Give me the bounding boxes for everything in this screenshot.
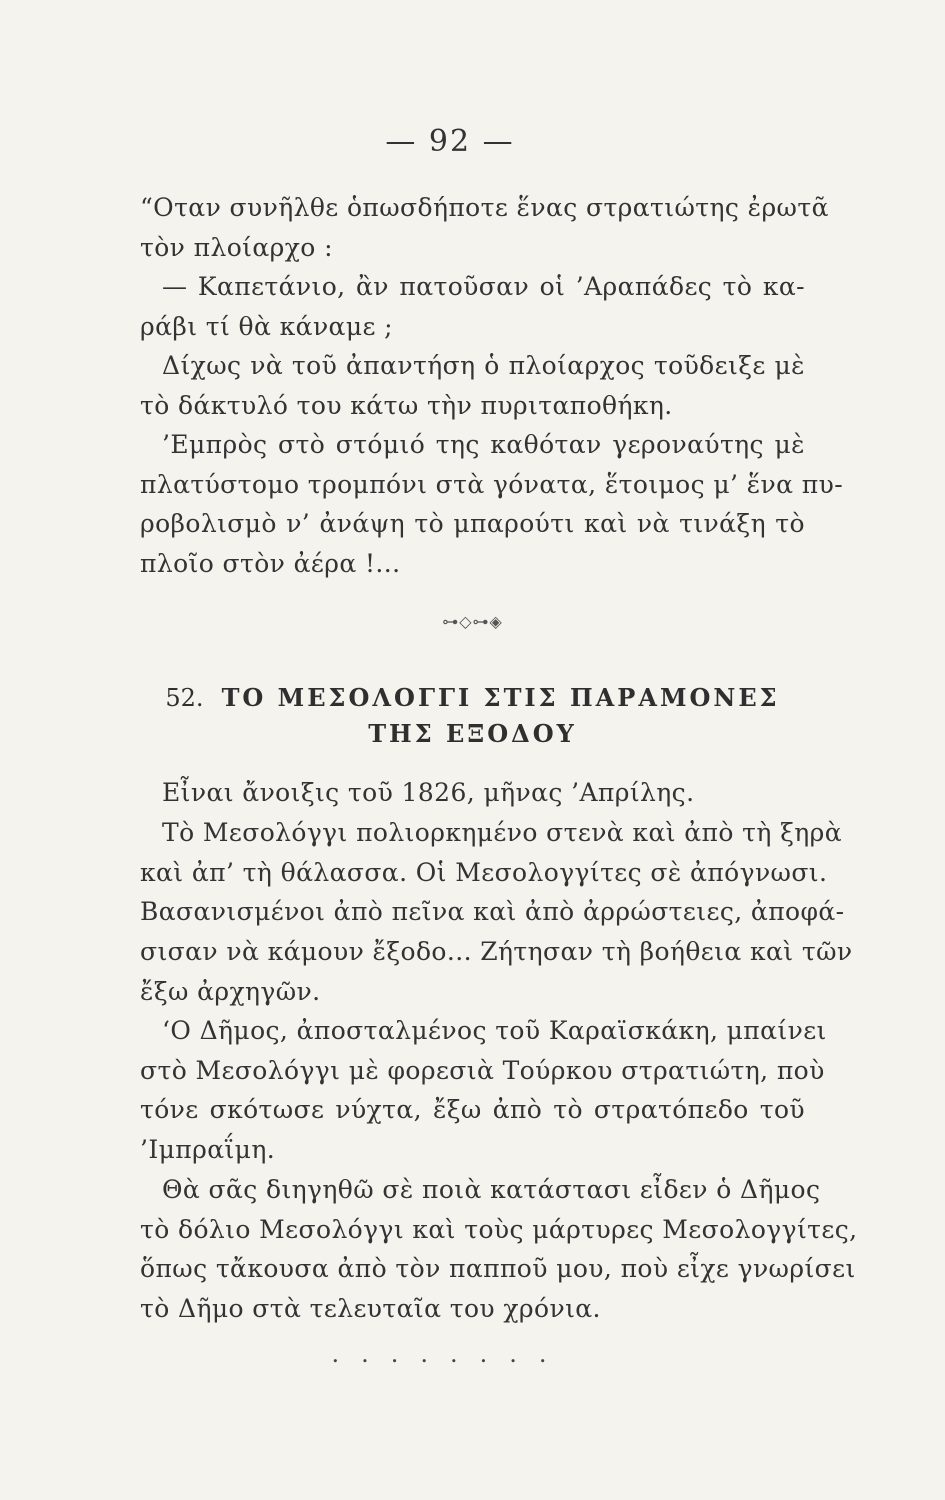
- text-line: τόνε σκότωσε νύχτα, ἔξω ἀπὸ τὸ στρατόπεδο τοῦ: [140, 1095, 805, 1125]
- paragraph-5: [140, 773, 805, 813]
- paragraph-8: [140, 1170, 858, 1329]
- section-number: 52.: [165, 684, 204, 712]
- text-line: Εἶναι ἄνοιξις τοῦ 1826, μῆνας ’Απρίλης.: [162, 778, 695, 807]
- text-line: ’Ιμπραΐμη.: [140, 1135, 276, 1165]
- text-line: “Οταν συνῆλθε ὁπωσδήποτε ἕνας στρατιώτης ἐρωτᾶ: [140, 193, 829, 222]
- text-line: καὶ ἀπ’ τὴ θάλασσα. Οἱ Μεσολογγίτες σὲ ἀπόγνωσι.: [140, 857, 828, 887]
- text-line: Βασανισμένοι ἀπὸ πεῖνα καὶ ἀπὸ ἀρρώστειες, ἀποφά-: [140, 897, 845, 927]
- ellipsis-row: ........: [331, 1340, 569, 1368]
- text-line: ‘Ο Δῆμος, ἀποσταλμένος τοῦ Καραϊσκάκη, μπαίνει: [162, 1016, 827, 1045]
- text-line: ροβολισμὸ ν’ ἀνάψη τὸ μπαρούτι καὶ νὰ τινάξη τὸ: [140, 509, 805, 539]
- text-line: πλατύστομο τρομπόνι στὰ γόνατα, ἕτοιμος μ’ ἕνα πυ-: [140, 469, 844, 499]
- text-line: ὅπως τἄκουσα ἀπὸ τὸν παπποῦ μου, ποὺ εἶχε γνωρίσει: [140, 1254, 856, 1284]
- paragraph-2: [140, 267, 805, 346]
- text-line: πλοῖο στὸν ἀέρα !...: [140, 549, 401, 579]
- text-line: τὸ δάκτυλό του κάτω τὴν πυριταποθήκη.: [140, 390, 673, 420]
- paragraph-3: [140, 346, 805, 425]
- text-line: ’Εμπρὸς στὸ στόμιό της καθόταν γεροναύτης μὲ: [162, 430, 805, 459]
- text-line: — Καπετάνιο, ἂν πατοῦσαν οἱ ’Αραπάδες τὸ κα-: [162, 272, 805, 301]
- text-line: τὸ Δῆμο στὰ τελευταῖα του χρόνια.: [140, 1294, 601, 1324]
- text-line: Θὰ σᾶς διηγηθῶ σὲ ποιὰ κατάστασι εἶδεν ὁ Δῆμος: [162, 1175, 821, 1204]
- ornament-divider: ⊶◇⊶◈: [442, 612, 503, 631]
- text-line: σισαν νὰ κάμουν ἔξοδο... Ζήτησαν τὴ βοήθεια καὶ τῶν: [140, 937, 853, 967]
- text-line: ἔξω ἀρχηγῶν.: [140, 976, 321, 1006]
- text-line: ράβι τί θὰ κάναμε ;: [140, 311, 393, 341]
- text-line: στὸ Μεσολόγγι μὲ φορεσιὰ Τούρκου στρατιώτη, ποὺ: [140, 1055, 825, 1085]
- paragraph-7: [140, 1011, 827, 1170]
- text-line: Δίχως νὰ τοῦ ἀπαντήση ὁ πλοίαρχος τοῦδειξε μὲ: [162, 351, 805, 380]
- text-line: τὸ δόλιο Μεσολόγγι καὶ τοὺς μάρτυρες Μεσολογγίτες,: [140, 1214, 858, 1244]
- paragraph-6: [140, 813, 853, 1011]
- page-number: — 92 —: [385, 124, 515, 159]
- text-line: Τὸ Μεσολόγγι πολιορκημένο στενὰ καὶ ἀπὸ τὴ ξηρὰ: [162, 818, 843, 847]
- text-line: τὸν πλοίαρχο :: [140, 232, 333, 262]
- section-title-line-1: ΤΟ ΜΕΣΟΛΟΓΓΙ ΣΤΙΣ ΠΑΡΑΜΟΝΕΣ: [221, 683, 780, 712]
- section-heading: [140, 680, 805, 752]
- paragraph-1: [140, 188, 829, 267]
- section-title-line-2: ΤΗΣ ΕΞΟΔΟΥ: [368, 719, 577, 748]
- heading-line-1: [140, 680, 805, 716]
- paragraph-4: [140, 425, 844, 584]
